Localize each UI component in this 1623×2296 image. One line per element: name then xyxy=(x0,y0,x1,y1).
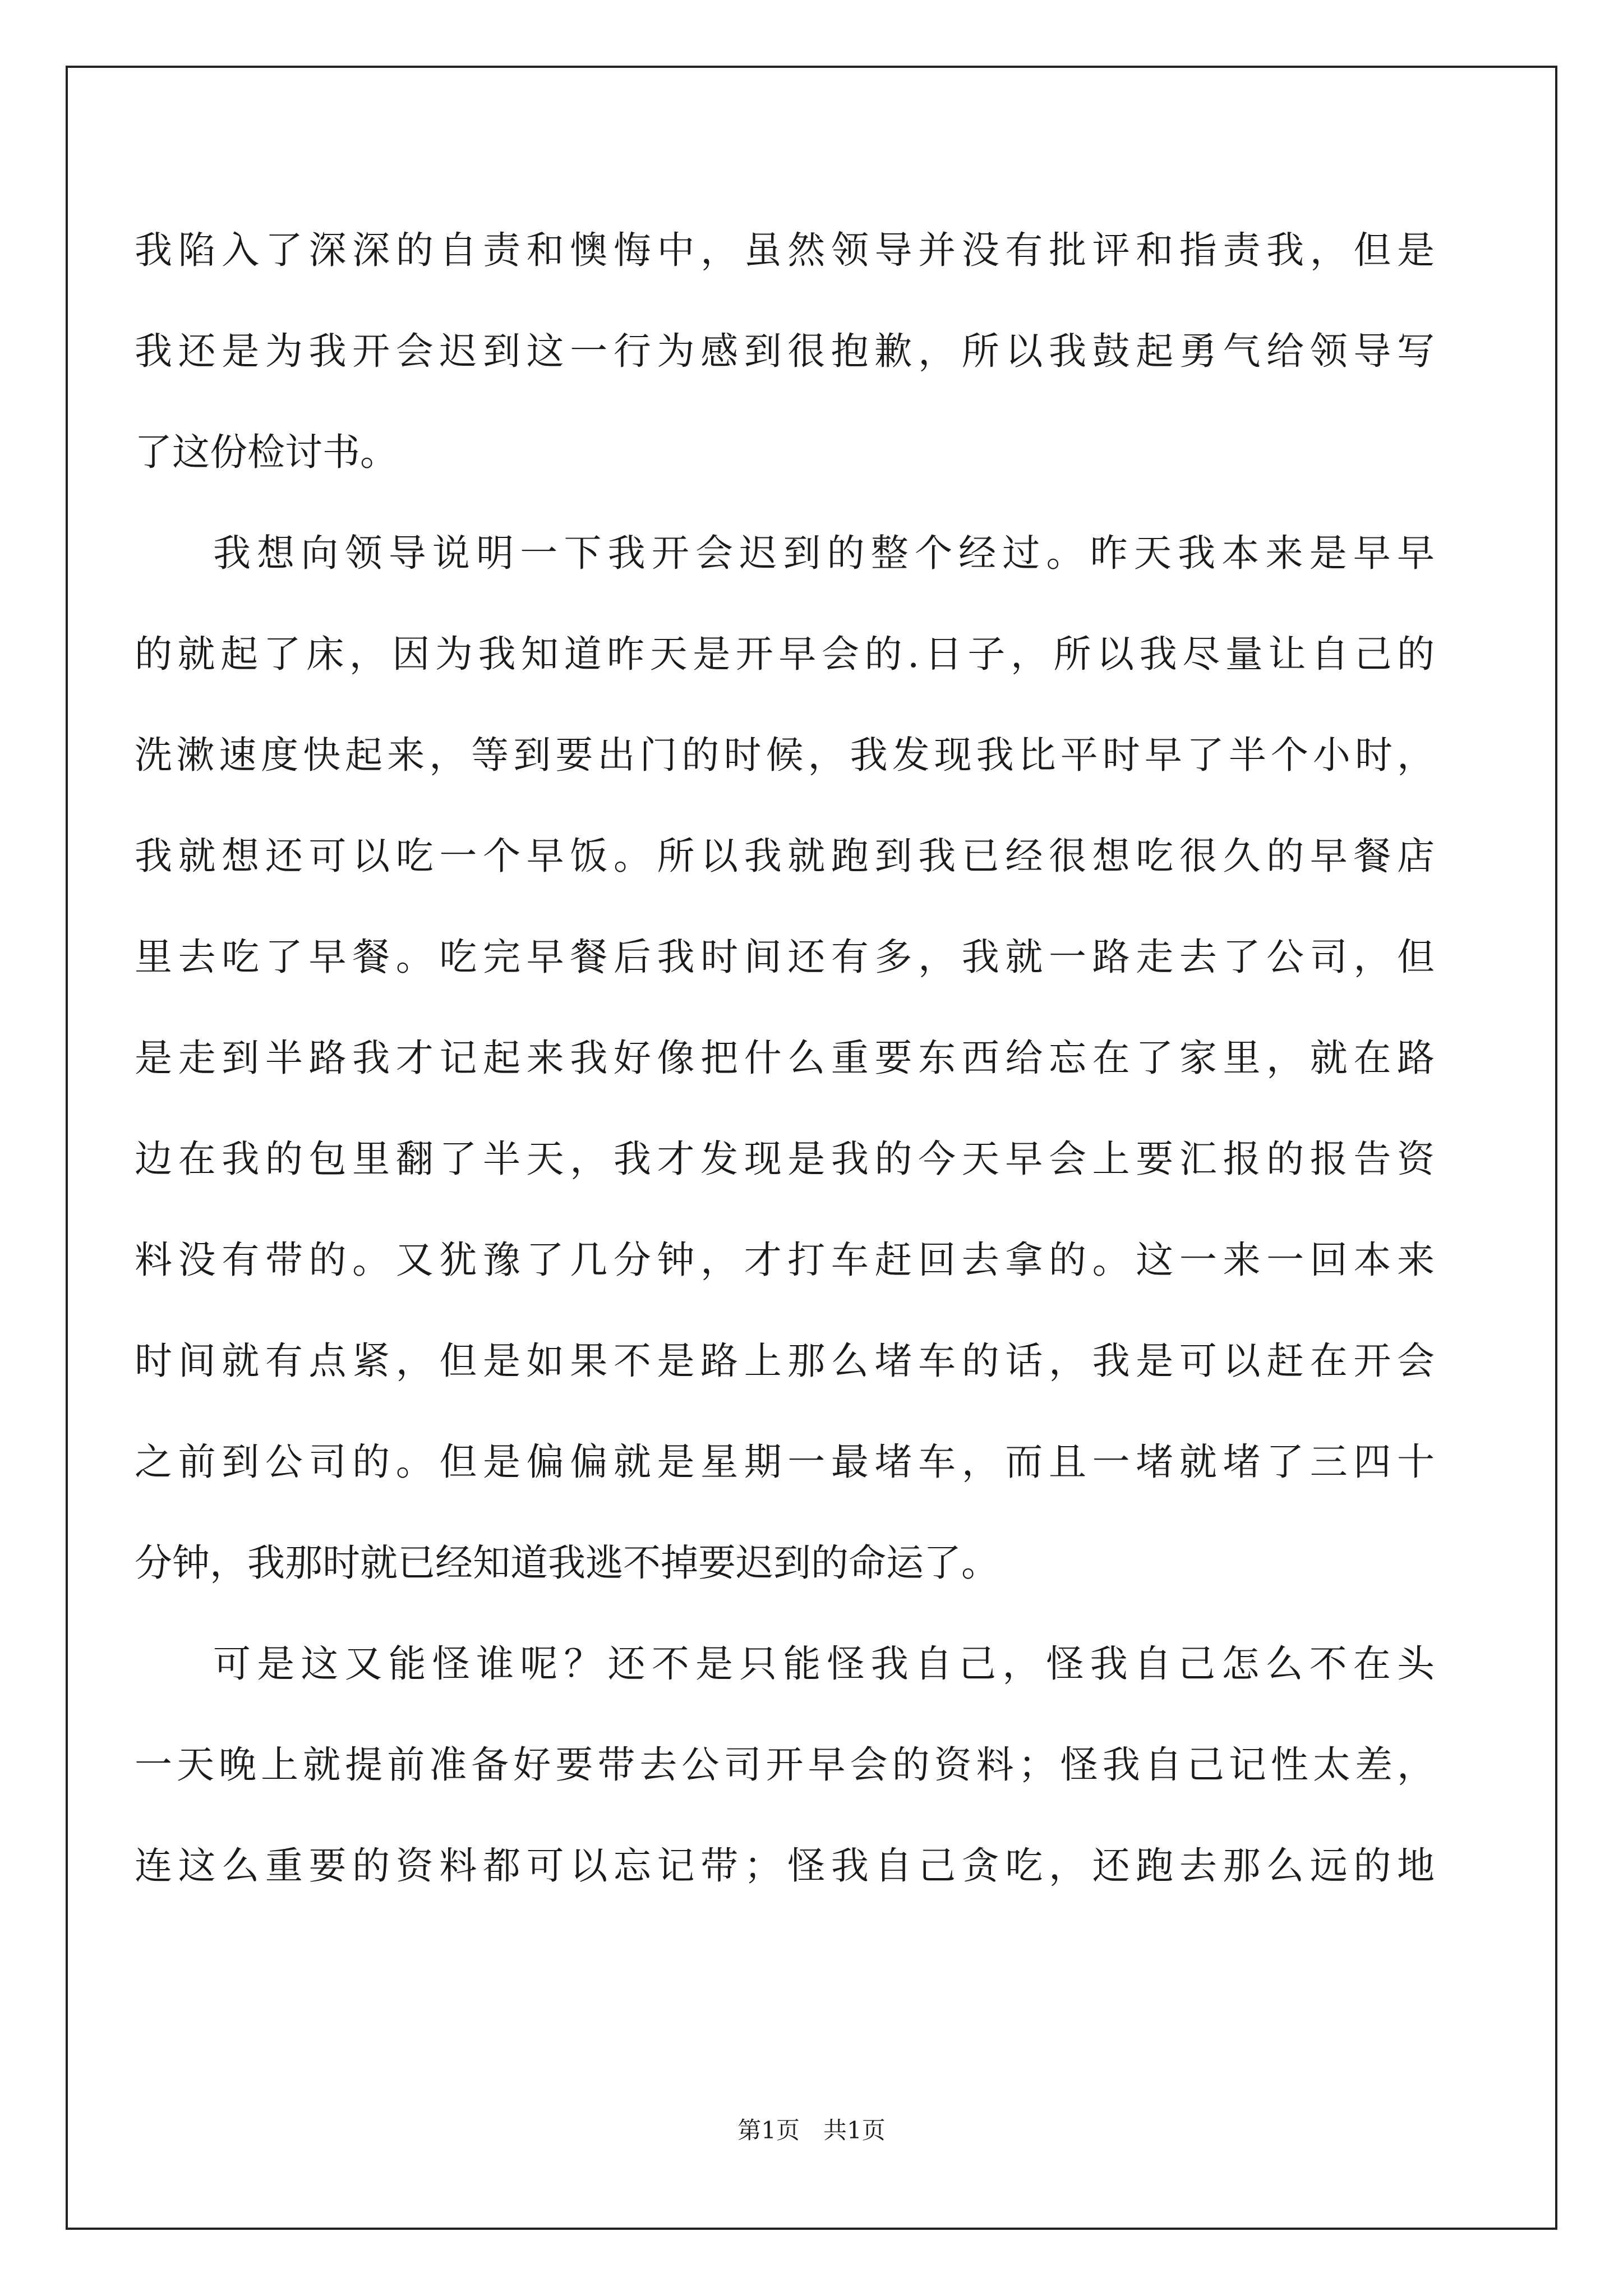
text-line: 之前到公司的。但是偏偏就是星期一最堵车，而且一堵就堵了三四十 xyxy=(135,1440,1435,1484)
text-line: 边在我的包里翻了半天，我才发现是我的今天早会上要汇报的报告资 xyxy=(135,1137,1435,1181)
text-line: 分钟，我那时就已经知道我逃不掉要迟到的命运了。 xyxy=(135,1541,999,1585)
text-line: 是走到半路我才记起来我好像把什么重要东西给忘在了家里，就在路 xyxy=(135,1036,1435,1080)
text-line: 里去吃了早餐。吃完早餐后我时间还有多，我就一路走去了公司，但 xyxy=(135,935,1435,979)
text-line: 了这份检讨书。 xyxy=(135,430,398,474)
page-number-footer: 第1页 共1页 xyxy=(737,2116,886,2144)
text-line: 一天晚上就提前准备好要带去公司开早会的资料；怪我自己记性太差， xyxy=(135,1743,1435,1787)
text-line: 的就起了床，因为我知道昨天是开早会的.日子，所以我尽量让自己的 xyxy=(135,632,1435,676)
text-line: 连这么重要的资料都可以忘记带；怪我自己贪吃，还跑去那么远的地 xyxy=(135,1844,1435,1888)
text-line: 时间就有点紧，但是如果不是路上那么堵车的话，我是可以赶在开会 xyxy=(135,1339,1435,1383)
text-line: 洗漱速度快起来，等到要出门的时候，我发现我比平时早了半个小时， xyxy=(135,733,1435,777)
document-body xyxy=(135,200,1435,1916)
text-line: 我还是为我开会迟到这一行为感到很抱歉，所以我鼓起勇气给领导写 xyxy=(135,329,1435,373)
text-line: 可是这又能怪谁呢？还不是只能怪我自己，怪我自己怎么不在头 xyxy=(213,1642,1435,1686)
text-line: 我陷入了深深的自责和懊悔中，虽然领导并没有批评和指责我，但是 xyxy=(135,228,1435,272)
text-line: 我就想还可以吃一个早饭。所以我就跑到我已经很想吃很久的早餐店 xyxy=(135,834,1435,878)
text-line: 我想向领导说明一下我开会迟到的整个经过。昨天我本来是早早 xyxy=(213,531,1435,575)
text-line: 料没有带的。又犹豫了几分钟，才打车赶回去拿的。这一来一回本来 xyxy=(135,1238,1435,1282)
